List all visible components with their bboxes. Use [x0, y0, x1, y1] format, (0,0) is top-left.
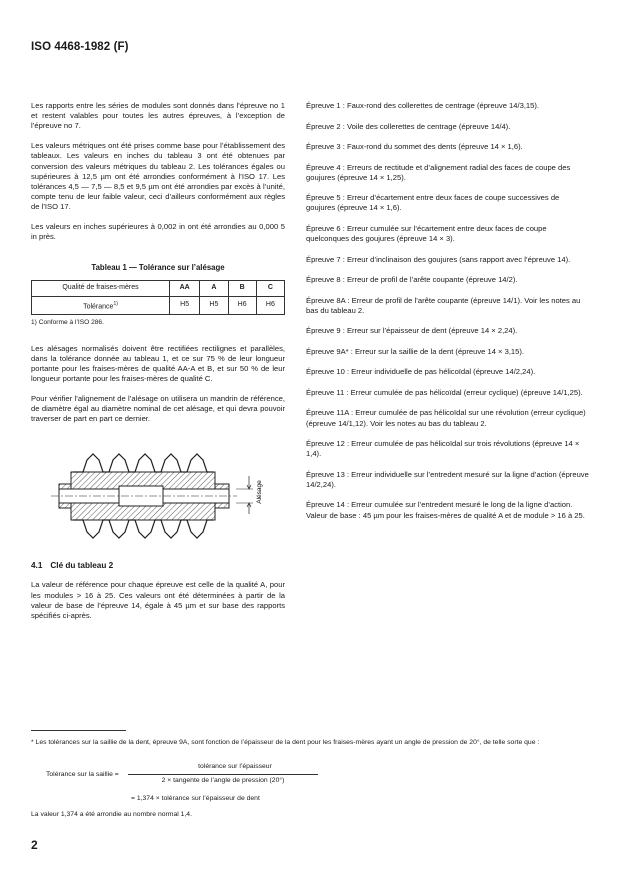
formula-lhs: Tolérance sur la saillie = [46, 771, 119, 778]
formula-denominator: 2 × tangente de l’angle de pression (20°) [161, 777, 285, 784]
hob-bore-diagram [31, 434, 285, 549]
table-header: Qualité de fraises-mères [32, 280, 170, 296]
epreuve-item: Épreuve 9A* : Erreur sur la saillie de la dent (épreuve 14 × 3,15). [306, 346, 525, 356]
left-column [31, 101, 285, 631]
table-caption: Tableau 1 — Tolérance sur l’alésage [91, 262, 225, 272]
header-title: ISO 4468-1982 (F) [31, 41, 129, 53]
table-row-label: Tolérance$^{1)}$ [32, 296, 170, 315]
formula-numerator: tolérance sur l’épaisseur [198, 763, 272, 770]
epreuve-item: Épreuve 14 : Erreur cumulée sur l’entredent mesuré le long de la ligne d’action. [306, 500, 573, 510]
page-number: 2 [31, 838, 38, 852]
epreuve-item: Épreuve 12 : Erreur cumulée de pas hélicoïdal sur trois révolutions (épreuve 14 × 1,4). [306, 439, 580, 459]
figure-label: Alésage [256, 480, 263, 504]
epreuve-item: Épreuve 11 : Erreur cumulée de pas hélicoïdal (erreur cyclique) (épreuve 14/1,25). [306, 387, 583, 397]
epreuve-item: Épreuve 5 : Erreur d’écartement entre deux faces de coupe successives de goujures (épreuve 14 × 1,6). [306, 193, 560, 213]
formula-result: = 1,374 × tolérance sur l’épaisseur de dent [131, 795, 260, 802]
fraction-bar [128, 774, 318, 775]
epreuve-item: Épreuve 8 : Erreur de profil de l’arête coupante (épreuve 14/2). [306, 275, 518, 285]
epreuve-item: Épreuve 6 : Erreur cumulée sur l’écartement entre deux faces de coupe quelconques des goujures (épreuve 14 × 3). [306, 223, 547, 244]
paragraph: Les valeurs métriques ont été prises comme base pour l’établissement des tableaux. Les valeurs en inches du tableau 3 ont été obtenues par conversion des valeurs métriques du tableau 2. Les tolérances égales ou supérieures à 12,5 µm ont été arrondies conformément à l’ISO 17. Les tolérances 4,5 — 7,5 — 8,5 et 9,5 µm ont été arrondies par excès à l’unité, compte tenu de leur faible valeur, ceci d’ailleurs conformément aux règles de l’ISO 17. [31, 141, 285, 212]
bore-figure [31, 434, 285, 549]
epreuve-item: Épreuve 8A : Erreur de profil de l’arête coupante (épreuve 14/1). Voir les notes au bas du tableau 2. [306, 295, 581, 315]
epreuve-item: Épreuve 2 : Voile des collerettes de centrage (épreuve 14/4). [306, 121, 511, 131]
epreuve-item: Épreuve 1 : Faux-rond des collerettes de centrage (épreuve 14/3,15). [306, 101, 540, 110]
table-row [32, 296, 285, 315]
epreuve-item: Épreuve 13 : Erreur individuelle sur l’entredent mesuré sur la ligne d’action (épreuve 14/2,24). [306, 469, 589, 489]
paragraph: Les rapports entre les séries de modules sont donnés dans l’épreuve no 1 et restent valables pour toutes les autres épreuves, à l’exception de l’épreuve no 7. [31, 101, 285, 131]
epreuve-item: Épreuve 11A : Erreur cumulée de pas hélicoïdal sur une révolution (erreur cyclique) (épreuve 14/1,12). Voir les notes au bas du tableau 2. [306, 408, 586, 428]
table-header: C [256, 280, 284, 296]
table-header-row [32, 280, 285, 296]
epreuve-item: Épreuve 10 : Erreur individuelle de pas hélicoïdal (épreuve 14/2,24). [306, 367, 536, 377]
paragraph: Les valeurs en inches supérieures à 0,002 in ont été arrondies au 0,000 5 in près. [31, 222, 285, 242]
epreuve-item: Épreuve 3 : Faux-rond du sommet des dents (épreuve 14 × 1,6). [306, 142, 523, 151]
section-heading: 4.1 Clé du tableau 2 [31, 561, 114, 571]
right-column [306, 101, 590, 531]
table-cell: H5 [200, 296, 228, 315]
table-header: B [228, 280, 256, 296]
paragraph: Pour vérifier l’alignement de l’alésage on utilisera un mandrin de référence, de diamètre égal au diamètre nominal de cet alésage, et qui devra pouvoir traverser de part en part ce dernier. [31, 393, 285, 424]
table-cell: H5 [170, 296, 200, 315]
tolerance-table [31, 280, 285, 316]
base-value: Valeur de base : 45 µm pour les fraises-mères de qualité A et de module > 16 à 25. [306, 510, 585, 520]
epreuve-item: Épreuve 9 : Erreur sur l’épaisseur de dent (épreuve 14 × 2,24). [306, 326, 518, 336]
epreuve-item: Épreuve 4 : Erreurs de rectitude et d’alignement radial des faces de coupe des goujures (épreuve 14 × 1,25). [306, 162, 571, 182]
table-header: A [200, 280, 228, 296]
paragraph: La valeur de référence pour chaque épreuve est celle de la qualité A, pour les modules > 16 à 25. Ces valeurs ont été déterminées à partir de la valeur de base de l’épreuve 14, égale à 45 µm et sur base des rapports spécifiés ci-après. [31, 580, 285, 620]
paragraph: Les alésages normalisés doivent être rectifiées rectilignes et parallèles, dans la tolérance donnée au tableau 1, et ce sur 75 % de leur longueur portante pour les fraises-mères de qualité AA-A et B, et sur 50 % de leur longueur portante pour les fraises-mères de qualité C. [31, 343, 285, 384]
footnote-last: La valeur 1,374 a été arrondie au nombre normal 1,4. [31, 811, 192, 818]
epreuve-item: Épreuve 7 : Erreur d’inclinaison des goujures (sans rapport avec l’épreuve 14). [306, 254, 571, 264]
table-note: 1) Conforme à l’ISO 286. [31, 319, 104, 327]
table-cell: H6 [228, 296, 256, 315]
table-header: AA [170, 280, 200, 296]
table-cell: H6 [256, 296, 284, 315]
footnote-text: * Les tolérances sur la saillie de la dent, épreuve 9A, sont fonction de l’épaisseur de la dent pour les fraises-mères ayant un angle de pression de 20°, de telle sorte que : [31, 739, 540, 746]
footnote-rule [31, 730, 126, 731]
